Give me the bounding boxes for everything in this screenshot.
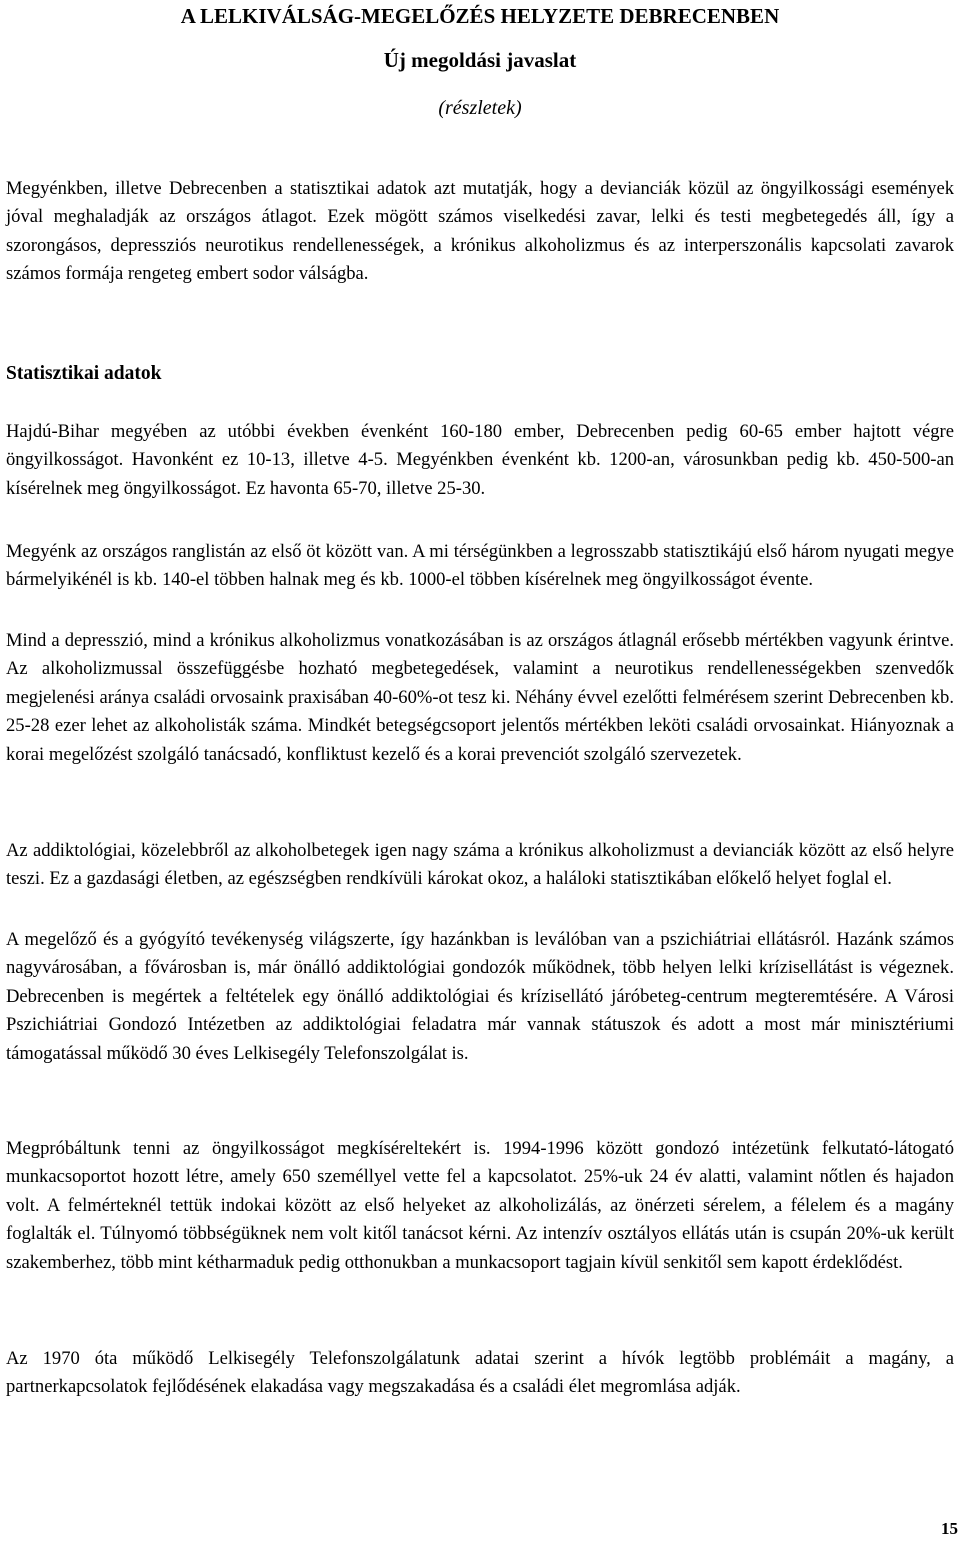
paragraph-5: A megelőző és a gyógyító tevékenység világszerte, így hazánkban is leválóban van a pszichiátriai ellátásról. Hazánk számos nagyvárosában, a fővárosban is, már önálló addiktológiai gondozók működnek, több helyen lelki krízisellátást is végeznek. Debrecenben is megértek a feltételek egy önálló addiktológiai és krízisellátó járóbeteg-centrum megteremtésére. A Városi Pszichiátriai Gondozó Intézetben az addiktológiai feladatra már vannak státuszok és adott a most már minisztériumi támogatással működő 30 éves Lelkisegély Telefonszolgálat is.	[6, 929, 954, 1064]
paragraph-2: Megyénk az országos ranglistán az első öt között van. A mi térségünkben a legrosszabb statisztikájú első három nyugati megye bármelyikénél is kb. 140-el többen halnak meg és kb. 1000-el többen kísérelnek meg öngyilkosságot évente.	[6, 541, 954, 591]
paragraph-7: Az 1970 óta működő Lelkisegély Telefonszolgálatunk adatai szerint a hívók legtöbb problémáit a magány, a partnerkapcsolatok fejlődésének elakadása vagy megszakadása és a családi élet megromlása adják.	[6, 1348, 954, 1398]
intro-paragraph: Megyénkben, illetve Debrecenben a statisztikai adatok azt mutatják, hogy a devianciák közül az öngyilkossági események jóval meghaladják az országos átlagot. Ezek mögött számos viselkedési zavar, lelki és testi megbetegedés áll, így a szorongásos, depressziós neurotikus rendellenességek, a krónikus alkoholizmus és az interperszonális kapcsolati zavarok számos formája rengeteg embert sodor válságba.	[6, 178, 954, 285]
page-number: 15	[941, 1519, 958, 1538]
section-heading: Statisztikai adatok	[6, 363, 162, 384]
document-subtitle: Új megoldási javaslat	[383, 48, 577, 72]
document-title: A LELKIVÁLSÁG-MEGELŐZÉS HELYZETE DEBRECENBEN	[180, 4, 780, 28]
paragraph-1: Hajdú-Bihar megyében az utóbbi években évenként 160-180 ember, Debrecenben pedig 60-65 ember hajtott végre öngyilkosságot. Havonként ez 10-13, illetve 4-5. Megyénkben évenként kb. 1200-an, városunkban pedig kb. 450-500-an kísérelnek meg öngyilkosságot. Ez havonta 65-70, illetve 25-30.	[6, 421, 954, 499]
excerpt-note: (részletek)	[438, 97, 522, 119]
paragraph-6: Megpróbáltunk tenni az öngyilkosságot megkíséreltekért is. 1994-1996 között gondozó intézetünk felkutató-látogató munkacsoportot hozott létre, amely 650 személlyel vette fel a kapcsolatot. 25%-uk 24 év alatti, valamint nőtlen és hajadon volt. A felmérteknél tettük indokai között az első helyeket az alkoholizálás, az önérzeti sérelem, a félelem és a magány foglalták el. Túlnyomó többségüknek nem volt kitől tanácsot kérni. Az intenzív osztályos ellátás után is csupán 20%-uk került szakemberhez, több mint kétharmaduk pedig otthonukban a munkacsoport tagjain kívül senkitől sem kapott érdeklődést.	[6, 1138, 954, 1273]
paragraph-4: Az addiktológiai, közelebbről az alkoholbetegek igen nagy száma a krónikus alkoholizmust a devianciák között az első helyre teszi. Ez a gazdasági életben, az egészségben rendkívüli károkat okoz, a haláloki statisztikában előkelő helyet foglal el.	[6, 840, 954, 890]
paragraph-3: Mind a depresszió, mind a krónikus alkoholizmus vonatkozásában is az országos átlagnál erősebb mértékben vagyunk érintve. Az alkoholizmussal összefüggésbe hozható megbetegedések, valamint a neurotikus rendellenességekben szenvedők megjelenési aránya családi orvosaink praxisában 40-60%-ot tesz ki. Néhány évvel ezelőtti felmérésem szerint Debrecenben kb. 25-28 ezer lehet az alkoholisták száma. Mindkét betegségcsoport jelentős mértékben leköti családi orvosainkat. Hiányoznak a korai megelőzést szolgáló tanácsadó, konfliktust kezelő és a korai prevenciót szolgáló szervezetek.	[6, 630, 954, 765]
